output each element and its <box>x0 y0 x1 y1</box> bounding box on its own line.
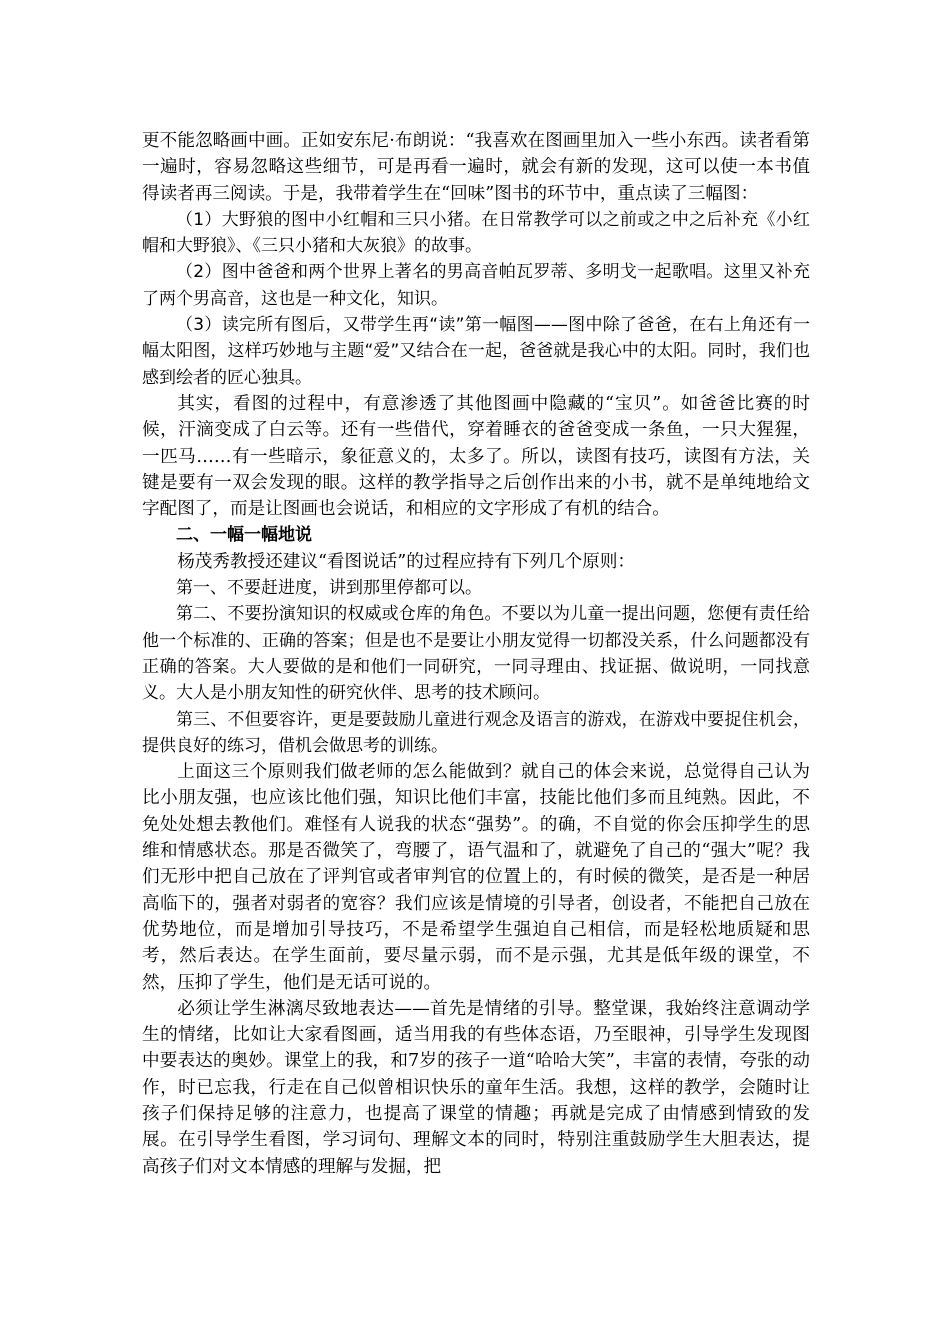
paragraph-item-2: （2）图中爸爸和两个世界上著名的男高音帕瓦罗蒂、多明戈一起歌唱。这里又补充了两个男高音，这也是一种文化，知识。 <box>142 262 810 309</box>
document-page <box>142 128 810 1180</box>
paragraph-principle-1: 第一、不要赶进度，讲到那里停都可以。 <box>176 578 482 599</box>
paragraph-principle-2: 第二、不要扮演知识的权威或仓库的角色。不要以为儿童一提出问题，您便有责任给他一个标准的、正确的答案；但是也不是要让小朋友觉得一切都没关系，什么问题都没有正确的答案。大人要做的是和他们一同研究，一同寻理由、找证据、做说明，一同找意义。大人是小朋友知性的研究伙伴、思考的技术顾问。 <box>142 604 810 704</box>
paragraph-treasure: 其实，看图的过程中，有意渗透了其他图画中隐藏的“宝贝”。如爸爸比赛的时候，汗滴变成了白云等。还有一些借代，穿着睡衣的爸爸变成一条鱼，一只大猩猩，一匹马……有一些暗示，象征意义的，太多了。所以，读图有技巧，读图有方法，关键是要有一双会发现的眼。这样的教学指导之后创作出来的小书，就不是单纯地给文字配图了，而是让图画也会说话，和相应的文字形成了有机的结合。 <box>142 393 810 520</box>
paragraph-item-1: （1）大野狼的图中小红帽和三只小猪。在日常教学可以之前或之中之后补充《小红帽和大野狼》、《三只小猪和大灰狼》的故事。 <box>142 209 810 257</box>
section-heading: 二、一幅一幅地说 <box>176 525 312 546</box>
paragraph-item-3: （3）读完所有图后，又带学生再“读”第一幅图——图中除了爸爸，在右上角还有一幅太阳图，这样巧妙地与主题“爱”又结合在一起，爸爸就是我心中的太阳。同时，我们也感到绘者的匠心独具。 <box>142 315 810 388</box>
paragraph-reflection: 上面这三个原则我们做老师的怎么能做到？就自己的体会来说，总觉得自己认为比小朋友强，也应该比他们强，知识比他们丰富，技能比他们多而且纯熟。因此，不免处处想去教他们。难怪有人说我的状态“强势”。的确，不自觉的你会压抑学生的思维和情感状态。那是否微笑了，弯腰了，语气温和了，就避免了自己的“强大”呢？我们无形中把自己放在了评判官或者审判官的位置上的，有时候的微笑，是否是一种居高临下的，强者对弱者的宽容？我们应该是情境的引导者，创设者，不能把自己放在优势地位，而是增加引导技巧，不是希望学生强迫自己相信，而是轻松地质疑和思考，然后表达。在学生面前，要尽量示弱，而不是示强，尤其是低年级的课堂，不然，压抑了学生，他们是无话可说的。 <box>142 762 810 993</box>
paragraph-intro: 更不能忽略画中画。正如安东尼·布朗说：“我喜欢在图画里加入一些小东西。读者看第一遍时，容易忽略这些细节，可是再看一遍时，就会有新的发现，这可以使一本书值得读者再三阅读。于是，我带着学生在“回味”图书的环节中，重点读了三幅图： <box>142 131 810 204</box>
paragraph-principle-3: 第三、不但要容许，更是要鼓励儿童进行观念及语言的游戏，在游戏中要捉住机会，提供良好的练习，借机会做思考的训练。 <box>142 709 810 756</box>
paragraph-principles-intro: 杨茂秀教授还建议“看图说话”的过程应持有下列几个原则： <box>177 551 636 572</box>
paragraph-expression: 必须让学生淋漓尽致地表达——首先是情绪的引导。整堂课，我始终注意调动学生的情绪，比如让大家看图画，适当用我的有些体态语，乃至眼神，引导学生发现图中要表达的奥妙。课堂上的我，和7岁的孩子一道“哈哈大笑”，丰富的表情，夸张的动作，时已忘我，行走在自己似曾相识快乐的童年生活。我想，这样的教学，会随时让孩子们保持足够的注意力，也提高了课堂的情趣；再就是完成了由情感到情致的发展。在引导学生看图，学习词句、理解文本的同时，特别注重鼓励学生大胆表达，提高孩子们对文本情感的理解与发掘，把 <box>142 998 810 1177</box>
